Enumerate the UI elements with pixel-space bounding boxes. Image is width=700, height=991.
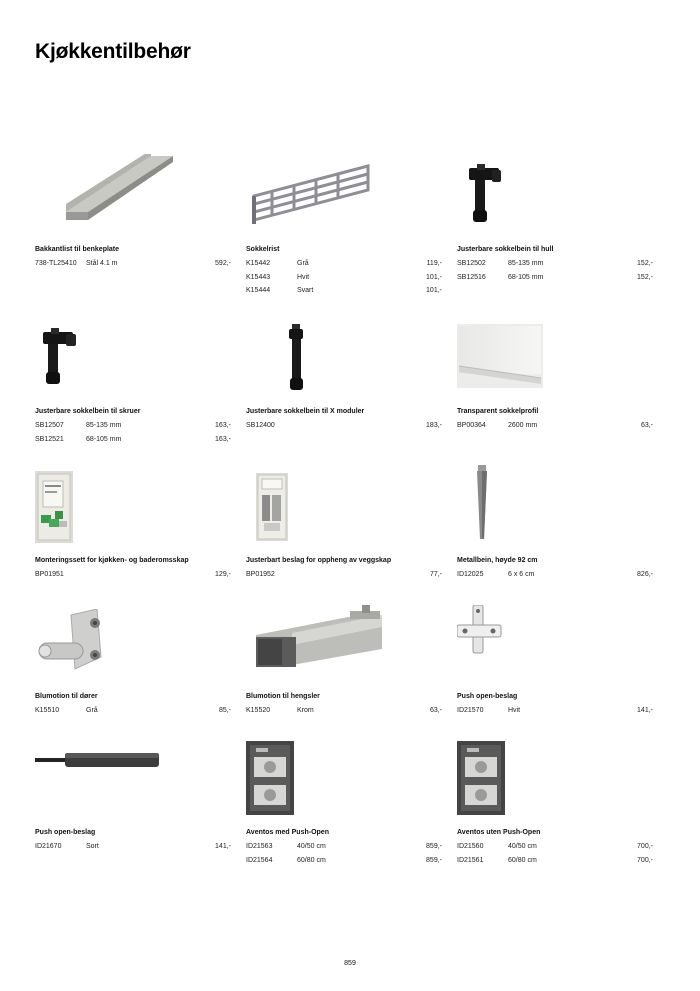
sku: ID21670	[35, 843, 62, 851]
price: 77,-	[429, 571, 442, 579]
sku: SB12521	[35, 435, 64, 443]
sku: K15443	[246, 273, 271, 281]
table-row	[457, 568, 653, 582]
product-card	[457, 829, 653, 867]
wall-cabinet-bracket-bag-icon	[256, 473, 288, 541]
product-name: Justerbare sokkelbein til skruer	[35, 408, 141, 415]
product-card	[246, 557, 442, 582]
page-number: 859	[344, 960, 356, 967]
price: 163,-	[215, 422, 231, 430]
description: 85-135 mm	[86, 422, 122, 430]
product-name: Metallbein, høyde 92 cm	[457, 557, 538, 564]
sku: 738-TL25410	[35, 260, 77, 268]
description: 60/80 cm	[297, 856, 326, 864]
product-card	[246, 408, 442, 433]
price: 859,-	[426, 856, 442, 864]
push-open-rod-icon	[35, 749, 161, 771]
sku: SB12516	[457, 273, 486, 281]
product-name: Push open-beslag	[457, 693, 518, 700]
mounting-kit-bag-icon	[35, 471, 73, 543]
sku: K15442	[246, 260, 271, 268]
price: 101,-	[426, 273, 442, 281]
table-row	[246, 840, 442, 854]
description: Stål 4.1 m	[86, 260, 118, 268]
price: 85,-	[218, 707, 231, 715]
price: 141,-	[215, 843, 231, 851]
table-row	[35, 419, 231, 433]
sku: SB12502	[457, 260, 486, 268]
price: 152,-	[637, 260, 653, 268]
product-name: Monteringssett for kjøkken- og baderomsskap	[35, 557, 189, 564]
description: 2600 mm	[508, 422, 538, 430]
table-row	[246, 854, 442, 868]
product-card	[35, 557, 231, 582]
page-title: Kjøkkentilbehør	[35, 40, 191, 63]
product-name: Justerbare sokkelbein til hull	[457, 246, 554, 253]
transparent-profile-icon	[457, 324, 543, 388]
description: Svart	[297, 287, 314, 295]
sku: K15520	[246, 707, 271, 715]
sku: ID21560	[457, 843, 484, 851]
price: 592,-	[215, 260, 231, 268]
price: 700,-	[637, 856, 653, 864]
description: 68-105 mm	[508, 273, 544, 281]
sku: BP00364	[457, 422, 486, 430]
price: 141,-	[637, 707, 653, 715]
description: Sort	[86, 843, 99, 851]
sku: ID12025	[457, 571, 484, 579]
sku: ID21564	[246, 856, 273, 864]
sku: K15510	[35, 707, 60, 715]
table-row	[246, 257, 442, 271]
sku: ID21563	[246, 843, 273, 851]
blumotion-hinge-damper-icon	[252, 605, 388, 675]
description: Hvit	[297, 273, 310, 281]
description: 40/50 cm	[297, 843, 326, 851]
table-row	[246, 704, 442, 718]
product-name: Sokkelrist	[246, 246, 280, 253]
product-card	[457, 408, 653, 433]
table-row	[35, 704, 231, 718]
table-row	[457, 271, 653, 285]
product-name: Bakkantlist til benkeplate	[35, 246, 120, 253]
price: 129,-	[215, 571, 231, 579]
sku: BP01951	[35, 571, 64, 579]
push-open-cross-icon	[457, 605, 503, 655]
description: 40/50 cm	[508, 843, 537, 851]
product-name: Aventos med Push-Open	[246, 829, 329, 836]
description: Grå	[297, 260, 309, 268]
table-row	[457, 854, 653, 868]
product-name: Transparent sokkelprofil	[457, 408, 539, 415]
table-row	[35, 840, 231, 854]
product-card	[457, 246, 653, 284]
product-name: Blumotion til hengsler	[246, 693, 320, 700]
blumotion-door-damper-icon	[37, 609, 109, 675]
description: Hvit	[508, 707, 521, 715]
description: Grå	[86, 707, 98, 715]
table-row	[246, 284, 442, 298]
aluminium-angle-profile-icon	[63, 154, 181, 224]
product-card	[457, 557, 653, 582]
table-row	[35, 433, 231, 447]
table-row	[457, 704, 653, 718]
table-row	[246, 568, 442, 582]
sku: SB12400	[246, 422, 275, 430]
product-card	[457, 693, 653, 718]
product-card	[246, 829, 442, 867]
sku: ID21561	[457, 856, 484, 864]
sku: ID21570	[457, 707, 484, 715]
product-card	[35, 246, 231, 271]
product-card	[246, 693, 442, 718]
product-name: Justerbare sokkelbein til X moduler	[246, 408, 365, 415]
sku: BP01952	[246, 571, 275, 579]
description: 85-135 mm	[508, 260, 544, 268]
table-row	[35, 257, 231, 271]
price: 826,-	[637, 571, 653, 579]
table-row	[457, 257, 653, 271]
product-card	[35, 693, 231, 718]
price: 63,-	[429, 707, 442, 715]
plinth-grille-icon	[250, 162, 374, 228]
description: 60/80 cm	[508, 856, 537, 864]
adjustable-leg-icon	[465, 164, 505, 228]
product-name: Justerbart beslag for oppheng av veggskap	[246, 557, 392, 564]
product-name: Push open-beslag	[35, 829, 96, 836]
aventos-package-icon	[246, 741, 294, 815]
product-name: Blumotion til dører	[35, 693, 98, 700]
sku: K15444	[246, 287, 271, 295]
price: 183,-	[426, 422, 442, 430]
product-card	[246, 246, 442, 298]
table-row	[246, 419, 442, 433]
price: 163,-	[215, 435, 231, 443]
price: 63,-	[640, 422, 653, 430]
table-row	[457, 419, 653, 433]
aventos-package-icon	[457, 741, 505, 815]
description: 68-105 mm	[86, 435, 122, 443]
price: 700,-	[637, 843, 653, 851]
description: Krom	[297, 707, 314, 715]
table-row	[35, 568, 231, 582]
sku: SB12507	[35, 422, 64, 430]
price: 859,-	[426, 843, 442, 851]
description: 6 x 6 cm	[508, 571, 535, 579]
product-card	[35, 829, 231, 854]
product-name: Aventos uten Push-Open	[457, 829, 541, 836]
price: 119,-	[426, 260, 442, 268]
adjustable-leg-screw-icon	[39, 328, 81, 390]
table-row	[246, 271, 442, 285]
metal-leg-icon	[471, 465, 491, 543]
price: 152,-	[637, 273, 653, 281]
adjustable-leg-x-icon	[286, 324, 310, 394]
product-card	[35, 408, 231, 446]
table-row	[457, 840, 653, 854]
price: 101,-	[426, 287, 442, 295]
